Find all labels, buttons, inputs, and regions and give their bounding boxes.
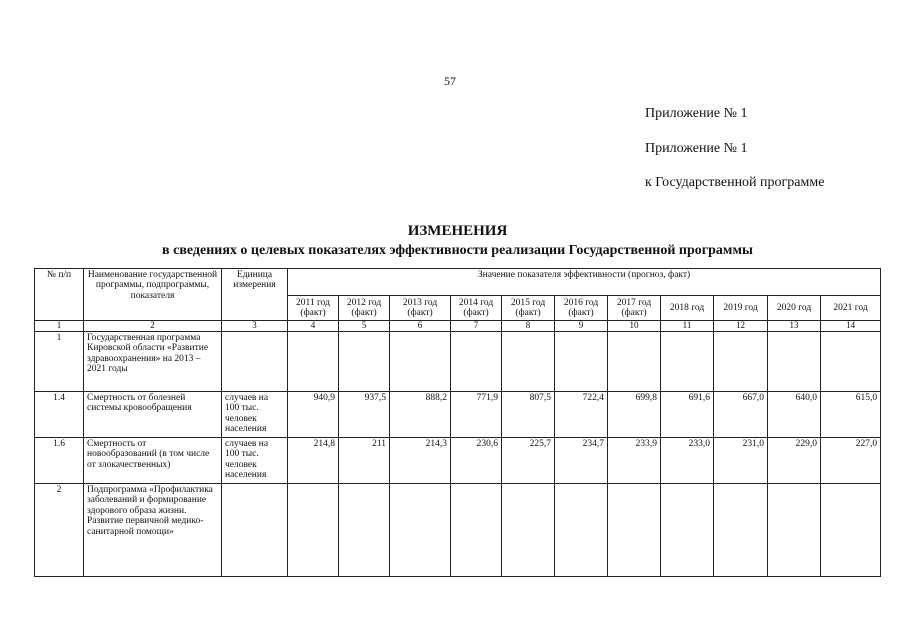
header-year: 2012 год (факт) bbox=[339, 296, 390, 321]
header-unit: Единица измерения bbox=[222, 269, 288, 321]
row-value bbox=[608, 331, 661, 391]
row-value bbox=[339, 483, 390, 576]
row-value: 699,8 bbox=[608, 391, 661, 437]
column-number: 14 bbox=[821, 321, 881, 332]
row-value: 640,0 bbox=[768, 391, 821, 437]
column-number: 5 bbox=[339, 321, 390, 332]
row-value bbox=[714, 483, 768, 576]
column-number: 10 bbox=[608, 321, 661, 332]
appendix-line-2: Приложение № 1 bbox=[645, 141, 748, 156]
row-value: 233,9 bbox=[608, 437, 661, 483]
document-subtitle: в сведениях о целевых показателях эффективности реализации Государственной программы bbox=[162, 243, 753, 258]
table-row bbox=[35, 437, 881, 483]
appendix-line-1: Приложение № 1 bbox=[645, 106, 748, 121]
header-value-group: Значение показателя эффективности (прогноз, факт) bbox=[288, 269, 881, 296]
row-value bbox=[451, 483, 502, 576]
row-value bbox=[821, 331, 881, 391]
row-unit: случаев на 100 тыс. человек населения bbox=[222, 391, 288, 437]
row-value bbox=[502, 483, 555, 576]
header-year: 2014 год (факт) bbox=[451, 296, 502, 321]
row-value: 807,5 bbox=[502, 391, 555, 437]
header-year: 2018 год bbox=[661, 296, 714, 321]
row-value bbox=[451, 331, 502, 391]
column-number: 6 bbox=[390, 321, 451, 332]
row-unit: случаев на 100 тыс. человек населения bbox=[222, 437, 288, 483]
row-value: 234,7 bbox=[555, 437, 608, 483]
header-name: Наименование государственной программы, подпрограммы, показателя bbox=[84, 269, 222, 321]
row-value: 940,9 bbox=[288, 391, 339, 437]
indicators-table bbox=[34, 268, 881, 577]
header-year: 2021 год bbox=[821, 296, 881, 321]
header-year: 2017 год (факт) bbox=[608, 296, 661, 321]
header-year: 2015 год (факт) bbox=[502, 296, 555, 321]
row-name: Смертность от новообразований (в том числе от злокачественных) bbox=[84, 437, 222, 483]
row-value: 771,9 bbox=[451, 391, 502, 437]
table-header-row bbox=[35, 269, 881, 296]
table-row bbox=[35, 483, 881, 576]
row-value: 214,3 bbox=[390, 437, 451, 483]
column-number: 11 bbox=[661, 321, 714, 332]
row-value: 667,0 bbox=[714, 391, 768, 437]
row-value: 615,0 bbox=[821, 391, 881, 437]
row-value bbox=[390, 483, 451, 576]
row-value: 229,0 bbox=[768, 437, 821, 483]
document-title: ИЗМЕНЕНИЯ bbox=[407, 223, 508, 239]
row-value bbox=[714, 331, 768, 391]
row-value bbox=[555, 483, 608, 576]
column-number: 4 bbox=[288, 321, 339, 332]
row-value bbox=[768, 483, 821, 576]
row-value: 211 bbox=[339, 437, 390, 483]
row-value bbox=[339, 331, 390, 391]
column-number: 12 bbox=[714, 321, 768, 332]
row-name: Государственная программа Кировской области «Развитие здравоохранения» на 2013 – 2021 годы bbox=[84, 331, 222, 391]
row-value: 937,5 bbox=[339, 391, 390, 437]
row-value: 233,0 bbox=[661, 437, 714, 483]
page-number: 57 bbox=[444, 74, 456, 88]
row-value: 227,0 bbox=[821, 437, 881, 483]
column-number: 13 bbox=[768, 321, 821, 332]
appendix-line-3: к Государственной программе bbox=[645, 175, 825, 190]
row-value bbox=[608, 483, 661, 576]
header-year: 2020 год bbox=[768, 296, 821, 321]
row-value bbox=[288, 483, 339, 576]
column-number: 9 bbox=[555, 321, 608, 332]
column-number: 2 bbox=[84, 321, 222, 332]
row-value: 722,4 bbox=[555, 391, 608, 437]
row-num: 1.6 bbox=[35, 437, 84, 483]
row-value bbox=[502, 331, 555, 391]
row-value bbox=[390, 331, 451, 391]
column-number: 1 bbox=[35, 321, 84, 332]
row-unit bbox=[222, 331, 288, 391]
row-num: 2 bbox=[35, 483, 84, 576]
row-num: 1.4 bbox=[35, 391, 84, 437]
header-year: 2013 год (факт) bbox=[390, 296, 451, 321]
table-row bbox=[35, 331, 881, 391]
row-value: 691,6 bbox=[661, 391, 714, 437]
row-num: 1 bbox=[35, 331, 84, 391]
header-year: 2016 год (факт) bbox=[555, 296, 608, 321]
column-numbers-row bbox=[35, 321, 881, 332]
row-value bbox=[768, 331, 821, 391]
table-row bbox=[35, 391, 881, 437]
header-year: 2019 год bbox=[714, 296, 768, 321]
row-value bbox=[661, 483, 714, 576]
column-number: 7 bbox=[451, 321, 502, 332]
row-value bbox=[288, 331, 339, 391]
row-value bbox=[555, 331, 608, 391]
header-year: 2011 год (факт) bbox=[288, 296, 339, 321]
row-unit bbox=[222, 483, 288, 576]
row-value: 888,2 bbox=[390, 391, 451, 437]
header-num: № п/п bbox=[35, 269, 84, 321]
row-value: 231,0 bbox=[714, 437, 768, 483]
column-number: 8 bbox=[502, 321, 555, 332]
row-name: Подпрограмма «Профилактика заболеваний и формирование здорового образа жизни. Развитие первичной медико-санитарной помощи» bbox=[84, 483, 222, 576]
row-value: 230,6 bbox=[451, 437, 502, 483]
row-name: Смертность от болезней системы кровообращения bbox=[84, 391, 222, 437]
row-value: 214,8 bbox=[288, 437, 339, 483]
row-value bbox=[661, 331, 714, 391]
row-value: 225,7 bbox=[502, 437, 555, 483]
row-value bbox=[821, 483, 881, 576]
column-number: 3 bbox=[222, 321, 288, 332]
